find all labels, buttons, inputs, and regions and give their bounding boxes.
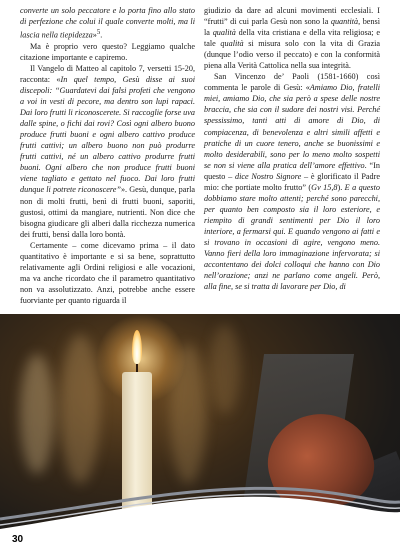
text-column-right xyxy=(204,5,380,292)
paragraph: Certamente – come dicevamo prima – il dato quantitativo è importante e si sa bene, soprattutto relativamente agli Ordini religiosi e alle vocazioni, ma va anche ricordato che il parametro quantitativo non va assolutizzato. Anzi, potrebbe anche essere fuorviante per quanto riguarda il xyxy=(20,240,195,305)
paragraph: Il Vangelo di Matteo al capitolo 7, versetti 15-20, racconta: «In quel tempo, Gesù disse ai suoi discepoli: “Guardatevi dai falsi profeti che vengono a voi in vesti di pecore, ma dentro son lupi rapaci. Dai loro frutti li riconoscerete. Si raccoglie forse uva dalle spine, o fichi dai rovi? Così ogni albero buono produce frutti buoni e ogni albero cattivo produce frutti cattivi; un albero buono non può produrre frutti cattivi, né un albero cattivo produrre frutti buoni. Ogni albero che non produce frutti buoni viene tagliato e gettato nel fuoco. Dai loro frutti dunque li potrete riconoscere”». Gesù, dunque, parla non di molti frutti, benì di frutti buoni, saporiti, gustosi, ottimi da mangiare, nutrienti. Non dice che bisogna giudicare gli alberi dalla ricchezza numerica dei frutti, bensì dalla loro bontà. xyxy=(20,63,195,239)
text-column-left xyxy=(20,5,195,306)
decorative-wave xyxy=(0,314,400,560)
paragraph: San Vincenzo de’ Paoli (1581-1660) così commenta le parole di Gesù: «Amiamo Dio, fratelli miei, amiamo Dio, che sia però a spese delle nostre braccia, che sia con il sudore dei nostri visi. Perché spessissimo, tanti atti di amore di Dio, di compiacenza, di benevolenza e altri simili affetti e pratiche di un cuore tenero, anche se buonissimi e molto desiderabili, sono per lo meno molto sospetti se non si viene alla pratica dell’amore effettivo. “In questo – dice Nostro Signore – è glorificato il Padre mio: che portiate molto frutto” (Gv 15,8). E a questo dobbiamo stare molto attenti; perché sono parecchi, per quanto ben composto sia il loro esteriore, e riempito di grandi sentimenti per Dio il loro interiore, a fermarsi qui. E quando vengono ai fatti e si trovano in occasioni di agire, vengono meno. Vanno fieri della loro immaginazione infervorata; si accontentano dei dolci colloqui che hanno con Dio nell’orazione; anzi ne parlano come angeli. Però, alla fine, se si tratta di lavorare per Dio, di xyxy=(204,72,381,292)
paragraph: converte un solo peccatore e lo porta fino allo stato di perfezione che colui il quale converte molti, ma li lascia nella tiepidezza»$^5$. xyxy=(20,6,195,40)
paragraph: giudizio da dare ad alcuni movimenti ecclesiali. I “frutti” di cui parla Gesù non sono la quantità, bensì la qualità della vita cristiana e della vita religiosa; e tale qualità si misura solo con la vita di Grazia (dunque l’odio verso il peccato) e con la conformità piena alla Verità Cattolica nella sua integrità. xyxy=(204,6,380,71)
paragraph: Ma è proprio vero questo? Leggiamo qualche citazione importante e capiremo. xyxy=(20,41,195,62)
page-number: 30 xyxy=(12,534,24,545)
candle-prayer-photo xyxy=(0,314,400,560)
